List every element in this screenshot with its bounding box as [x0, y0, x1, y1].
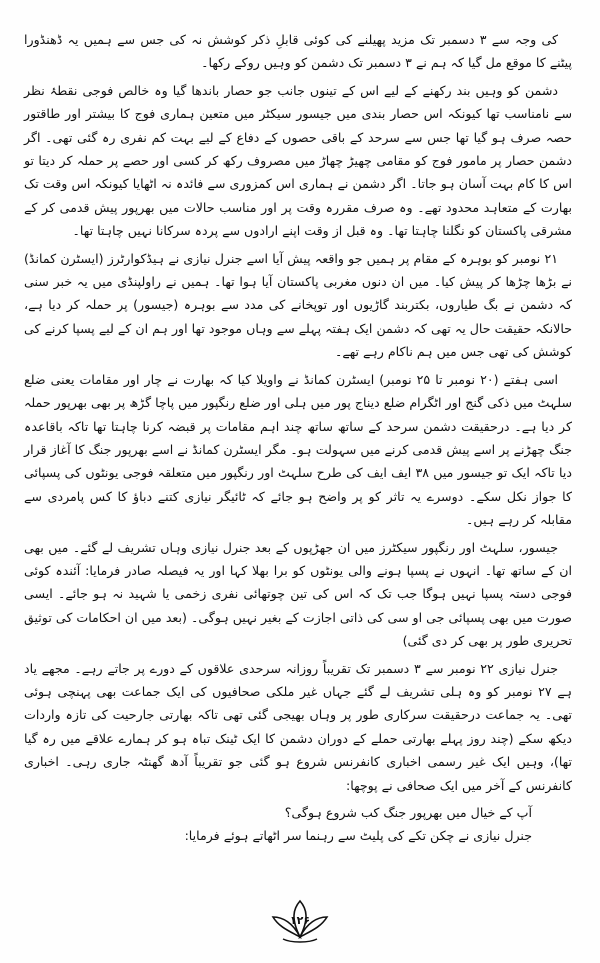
paragraph-2: دشمن کو وہیں بند رکھنے کے لیے اس کے تینوں جانب جو حصار باندھا گیا وہ خالص فوجی نقطۂ نظر سے نامناسب تھا کیونکہ اس حصار بندی میں جیسور سیکٹر میں متعین ہماری فوج کا بیشتر اور طاقتور حصہ صرف ہو گیا تھا جس سے سرحد کے باقی حصوں کے دفاع کے لیے بہت کم نفری رہ گئی تھی۔ اگر دشمن حصار پر مامور فوج کو مقامی چھیڑ چھاڑ میں مصروف رکھ کر کسی اور حصے پر حملہ کر دیتا تو اس کا کام بہت آسان ہو جاتا۔ اگر دشمن نے ہماری اس کمزوری سے فائدہ نہ اٹھایا کیونکہ اس وقت تک بھارت کے متعاہد محدود تھے۔ وہ صرف مقررہ وقت پر اور مناسب حالات میں بھرپور پیش قدمی کر کے مشرقی پاکستان کو نگلنا چاہتا تھا۔ وہ قبل از وقت اپنے ارادوں سے پردہ سرکانا نہیں چاہتا تھا۔ [24, 82, 572, 239]
page-number: ۱۲۶ [289, 914, 311, 927]
paragraph-1: کی وجہ سے ۳ دسمبر تک مزید پھیلنے کی کوئی قابلِ ذکر کوشش نہ کی جس سے ہمیں یہ ڈھنڈورا پیٹنے کا موقع مل گیا کہ ہم نے ۳ دسمبر تک دشمن کو وہیں روکے رکھا۔ [24, 32, 572, 71]
quote-answer-intro: جنرل نیازی نے چکن تکے کی پلیٹ سے رہنما سر اٹھاتے ہوئے فرمایا: [184, 828, 532, 844]
body-text [24, 28, 572, 848]
paragraph-5: جیسور، سلہٹ اور رنگپور سیکٹرز میں ان جھڑپوں کے بعد جنرل نیازی وہاں تشریف لے گئے۔ میں بھی ان کے ساتھ تھا۔ انہوں نے پسپا ہونے والی یونٹوں کو برا بھلا کہا اور یہ فیصلہ صادر فرمایا: آئندہ کوئی فوجی دستہ پسپا نہیں ہوگا جب تک کہ اس کی تین چوتھائی نفری زخمی یا شہید نہ ہو جائے۔ ایسی صورت میں بھی پسپائی جی او سی کی ذاتی اجازت کے بغیر نہیں ہوگی۔ (بعد میں ان احکامات کی توثیق تحریری طور پر بھی کر دی گئی) [24, 539, 572, 649]
quote-question: آپ کے خیال میں بھرپور جنگ کب شروع ہوگی؟ [284, 805, 532, 820]
paragraph-4: اسی ہفتے (۲۰ نومبر تا ۲۵ نومبر) ایسٹرن کمانڈ نے واویلا کیا کہ بھارت نے چار اور مقامات یعنی ضلع سلہٹ میں ذکی گنج اور اٹگرام ضلع دیناج پور میں ہلی اور ضلع رنگپور میں پاچا گڑھ پر بھی بھرپور حملہ کر دیا ہے۔ درحقیقت دشمن سرحد کے ساتھ ساتھ چند اہم مقامات پر قبضہ کرنا چاہتا تھا تاکہ باقاعدہ جنگ چھڑنے پر اسے پیش قدمی کرنے میں سہولت ہو۔ مگر ایسٹرن کمانڈ نے اسے بھرپور جنگ کا آغاز قرار دیا تاکہ ایک تو جیسور میں ۳۸ ایف ایف کی طرح سلہٹ اور رنگپور میں متعلقہ فوجی یونٹوں کی پسپائی کا جواز نکل سکے۔ دوسرے یہ تاثر کو پر واضح ہو جائے کہ ٹائیگر نیازی کتنے دباؤ کا کس پامردی سے مقابلہ کر رہے ہیں۔ [24, 371, 572, 528]
paragraph-6: جنرل نیازی ۲۲ نومبر سے ۳ دسمبر تک تقریباً روزانہ سرحدی علاقوں کے دورے پر جاتے رہے۔ مجھے یاد ہے ۲۷ نومبر کو وہ ہلی تشریف لے گئے جہاں غیر ملکی صحافیوں کی ایک جماعت بھی پہنچی ہوئی تھی۔ یہ جماعت درحقیقت سرکاری طور پر وہاں بھیجی گئی تھی تاکہ بھارتی جارحیت کی تازہ واردات دیکھ سکے (چند روز پہلے بھارتی حملے کے دوران دشمن کا ایک ٹینک تباہ ہو کر ہمارے علاقے میں رہ گیا تھا)، وہیں ایک غیر رسمی اخباری کانفرنس شروع ہو گئی جو تقریباً آدھ گھنٹہ جاری رہی۔ اخباری کانفرنس کے آخر میں ایک صحافی نے پوچھا: [24, 660, 573, 793]
page-footer [0, 897, 600, 947]
paragraph-3: ۲۱ نومبر کو بوہرہ کے مقام پر ہمیں جو واقعہ پیش آیا اسے جنرل نیازی نے ہیڈکوارٹرز (ایسٹرن کمانڈ) نے بڑھا چڑھا کر پیش کیا۔ میں ان دنوں مغربی پاکستان آیا ہوا تھا۔ ہمیں نے راولپنڈی میں یہ خبر سنی کہ دشمن نے بگ طیاروں، بکتربند گاڑیوں اور توپخانے کی مدد سے بوہرہ (جیسور) پر حملہ کر دیا ہے، حالانکہ حقیقت حال یہ تھی کہ دشمن ایک ہفتہ پہلے سے وہاں موجود تھا اور ہم ان کے لیے پسپا کرنے کی کوشش کی تھی جس میں ہم ناکام رہے تھے۔ [24, 250, 572, 360]
